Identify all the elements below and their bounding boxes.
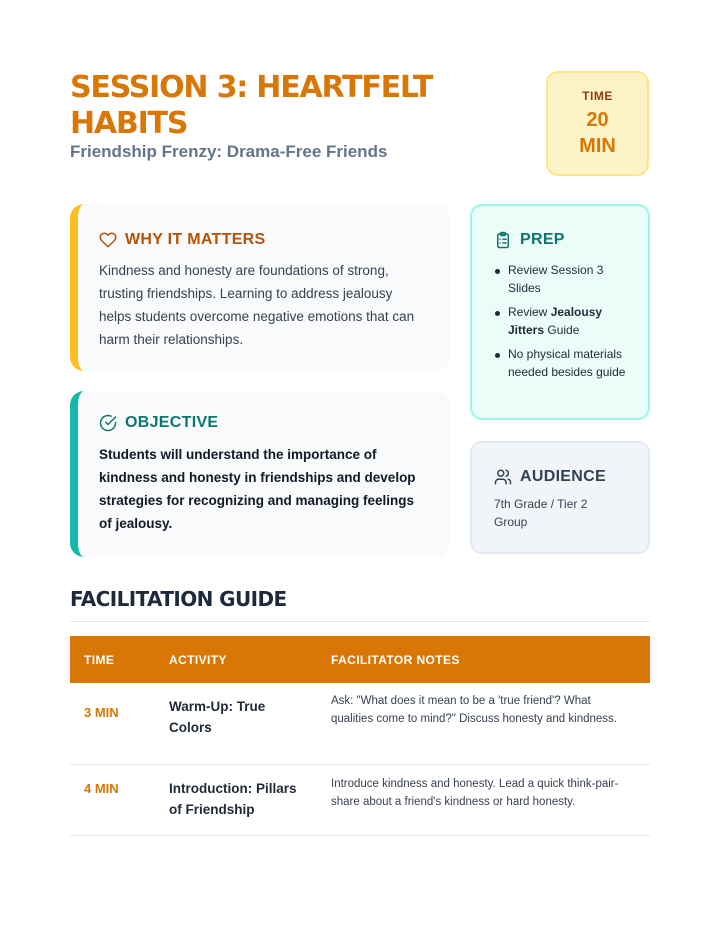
audience-heading: AUDIENCE	[520, 468, 606, 485]
objective-card	[70, 391, 450, 557]
row-time: 4 MIN	[84, 781, 119, 796]
check-circle-icon	[99, 414, 117, 432]
audience-card	[470, 441, 650, 554]
prep-item-bold: Jealousy Jitters	[508, 305, 603, 337]
prep-heading: PREP	[520, 231, 565, 248]
facilitation-table	[70, 636, 650, 836]
time-value-unit: MIN	[579, 135, 616, 157]
facilitation-guide-title: FACILITATION GUIDE	[70, 587, 287, 611]
column-header-activity: ACTIVITY	[169, 652, 227, 667]
page-title: SESSION 3: HEARTFELT HABITS	[70, 70, 433, 141]
time-value-number: 20	[586, 109, 609, 131]
audience-body: 7th Grade / Tier 2 Group	[494, 497, 588, 529]
time-label: TIME	[582, 89, 613, 103]
prep-list	[508, 262, 636, 388]
table-header	[70, 636, 650, 683]
prep-heading-row	[494, 231, 565, 249]
prep-item	[508, 304, 636, 339]
page-subtitle: Friendship Frenzy: Drama-Free Friends	[70, 142, 388, 161]
column-header-time: TIME	[84, 652, 115, 667]
section-divider	[70, 621, 650, 622]
why-it-matters-card	[70, 204, 450, 371]
why-it-matters-body: Kindness and honesty are foundations of strong, trusting friendships. Learning to address jealousy helps students overcome negative emotions that can harm their relationships.	[99, 263, 415, 347]
row-activity: Warm-Up: True Colors	[169, 699, 266, 735]
time-value	[548, 107, 647, 159]
table-row	[70, 683, 650, 765]
table-row	[70, 765, 650, 836]
heart-icon	[99, 231, 117, 249]
users-icon	[494, 468, 512, 486]
row-activity: Introduction: Pillars of Friendship	[169, 781, 297, 817]
row-notes: Ask: "What does it mean to be a 'true friend'? What qualities come to mind?" Discuss honesty and kindness.	[331, 695, 617, 725]
objective-heading: OBJECTIVE	[125, 414, 219, 431]
row-time: 3 MIN	[84, 705, 119, 720]
prep-item: Review Session 3 Slides	[508, 262, 636, 297]
prep-card	[470, 204, 650, 420]
time-box	[546, 71, 649, 176]
objective-heading-row	[99, 414, 218, 432]
prep-item: No physical materials needed besides guide	[508, 346, 636, 381]
prep-item-prefix: Review	[508, 305, 551, 319]
why-it-matters-heading: WHY IT MATTERS	[125, 231, 266, 248]
objective-body: Students will understand the importance of kindness and honesty in friendships and develop strategies for recognizing and managing feelings of jealousy.	[99, 447, 416, 531]
row-notes: Introduce kindness and honesty. Lead a quick think-pair-share about a friend's kindness or hard honesty.	[331, 778, 619, 808]
clipboard-icon	[494, 231, 512, 249]
prep-item-suffix: Guide	[544, 322, 580, 337]
audience-heading-row	[494, 468, 606, 486]
column-header-notes: FACILITATOR NOTES	[331, 652, 460, 667]
why-it-matters-heading-row	[99, 231, 266, 249]
